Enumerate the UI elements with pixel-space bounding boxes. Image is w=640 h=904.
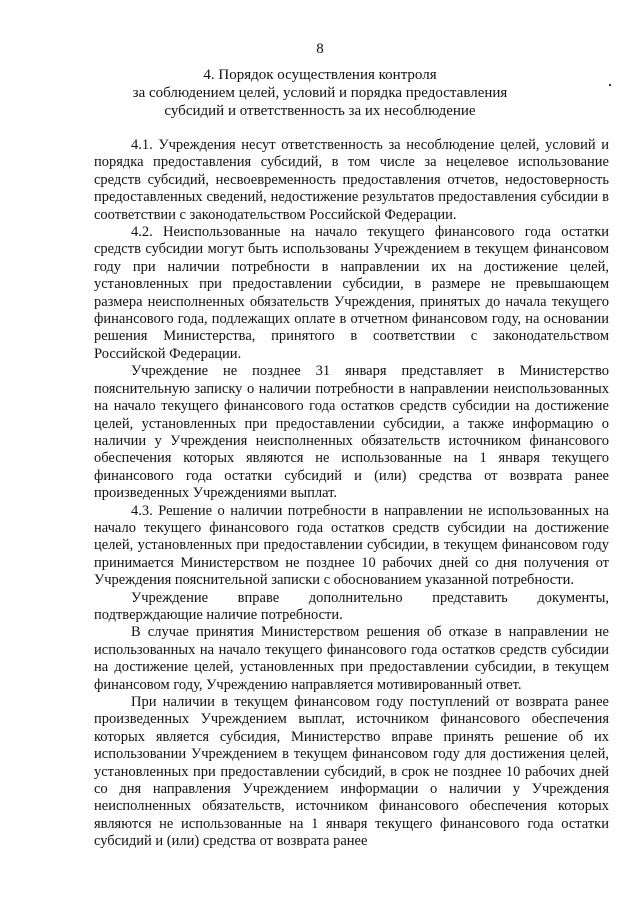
page-number: 8: [316, 41, 324, 57]
heading-line-1: 4. Порядок осуществления контроля: [203, 67, 437, 83]
document-body: [94, 137, 609, 851]
section-heading: [60, 66, 580, 120]
paragraph-additional-documents: Учреждение вправе дополнительно представить документы, подтверждающие наличие потребности.: [94, 589, 609, 623]
paragraph-4-3: 4.3. Решение о наличии потребности в направлении не использованных на начало текущего финансового года остатков средств субсидии на достижение целей, установленных при предоставлении субсидии, в текущем финансовом году принимается Министерством не позднее 10 рабочих дней со дня получения от Учреждения пояснительной записки с обоснованием указанной потребности.: [94, 502, 609, 589]
heading-line-3: субсидий и ответственность за их несоблюдение: [164, 103, 476, 119]
paragraph-4-1: 4.1. Учреждения несут ответственность за несоблюдение целей, условий и порядка предоставления субсидий, в том числе за нецелевое использование средств субсидий, несвоевременность предоставления отчетов, недостоверность предоставленных сведений, недостижение результатов предоставления субсидии в соответствии с законодательством Российской Федерации.: [94, 137, 609, 223]
heading-line-2: за соблюдением целей, условий и порядка предоставления: [132, 85, 508, 101]
paragraph-4-2: 4.2. Неиспользованные на начало текущего финансового года остатки средств субсидии могут быть использованы Учреждением в текущем финансовом году при наличии потребности в направлении их на достижение целей, установленных при предоставлении субсидии, в размере не превышающем размера неисполненных обязательств Учреждения, принятых до начала текущего финансового года, подлежащих оплате в отчетном финансовом году, на основании решения Министерства, принятого в соответствии с законодательством Российской Федерации.: [94, 224, 609, 362]
paragraph-refusal: В случае принятия Министерством решения об отказе в направлении не использованных на начало текущего финансового года остатков средств субсидии на достижение целей, установленных при предоставлении субсидии, в текущем финансовом году, Учреждению направляется мотивированный ответ.: [94, 624, 609, 693]
paragraph-explanatory-note: Учреждение не позднее 31 января представляет в Министерство пояснительную записку о наличии потребности в направлении неиспользованных на начало текущего финансового года остатков средств субсидии на достижение целей, установленных при предоставлении субсидии, а также информацию о наличии у Учреждения неисполненных обязательств источником финансового обеспечения которых являются не использованные на 1 января текущего финансового года остатки субсидий и (или) средства от возврата ранее произведенных Учреждениями выплат.: [94, 363, 609, 502]
paragraph-refunds: При наличии в текущем финансовом году поступлений от возврата ранее произведенных Учреждением выплат, источником финансового обеспечения которых является субсидия, Министерство вправе принять решение об их использовании Учреждением в текущем финансовом году для достижения целей, установленных при предоставлении субсидий, в срок не позднее 10 рабочих дней со дня направления Учреждением информации о наличии у Учреждения неисполненных обязательств, источником финансового обеспечения которых являются не использованные на 1 января текущего финансового года остатки субсидий и (или) средства от возврата ранее: [94, 694, 609, 850]
scan-speck: [609, 84, 611, 86]
